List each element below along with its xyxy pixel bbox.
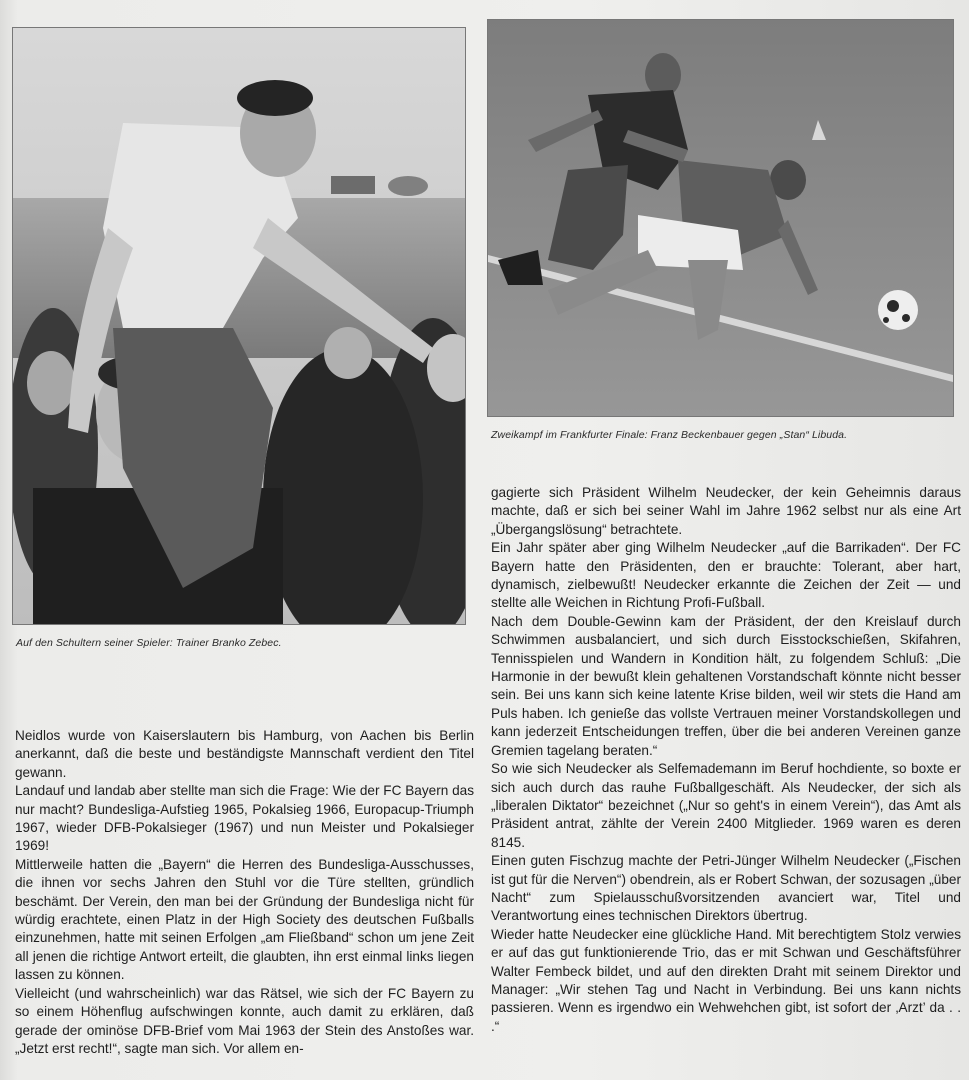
paragraph: So wie sich Neudecker als Selfemademann im Beruf hochdiente, so boxte er sich auch durch das rauhe Fußballgeschäft. Als Neudecker, der sich als „liberalen Diktator“ bezeichnet („Nur so geht's in einem Verein“), das Amt als Präsident antrat, zählte der Verein 2400 Mitglieder. 1969 waren es deren 8145. <box>491 761 961 850</box>
photo-duel-illustration <box>488 20 953 416</box>
paragraph: gagierte sich Präsident Wilhelm Neudecker, der kein Geheimnis daraus machte, daß er sich bei seiner Wahl im Jahre 1962 selbst nur als eine Art „Übergangslösung“ betrachtete. <box>491 485 961 537</box>
paragraph: Mittlerweile hatten die „Bayern“ die Herren des Bundesliga-Ausschusses, die ihnen vor sechs Jahren den Stuhl vor die Türe stellten, gründlich beschämt. Der Verein, den man bei der Gründung der Bundesliga nicht für würdig erachtete, einen Platz in der High Society des deutschen Fußballs einzunehmen, hatte mit seinen Erfolgen „am Fließband“ schon um jene Zeit all jenen die richtige Antwort erteilt, die glaubten, ihn erst einmal links liegen lassen zu können. <box>15 856 474 983</box>
text-column-left <box>15 727 474 1058</box>
photo-duel-frankfurt-final <box>487 19 954 417</box>
paragraph: Einen guten Fischzug machte der Petri-Jünger Wilhelm Neudecker („Fischen ist gut für die Nerven“) obendrein, als er Robert Schwan, der sozusagen „über Nacht“ zum Spielausschußvorsitzenden avanciert war, Titel und Verantwortung eines technischen Direktors übertrug. <box>491 853 961 924</box>
paragraph: Landauf und landab aber stellte man sich die Frage: Wie der FC Bayern das nur macht? Bundesliga-Aufstieg 1965, Pokalsieg 1966, Europacup-Triumph 1967, wieder DFB-Pokalsieger (1967) und nun Meister und Pokalsieger 1969! <box>15 783 474 854</box>
paragraph: Vielleicht (und wahrscheinlich) war das Rätsel, wie sich der FC Bayern zu so einem Höhenflug aufschwingen konnte, auch damit zu erklären, daß gerade der ominöse DFB-Brief vom Mai 1963 der Stein des Anstoßes war. „Jetzt erst recht!“, sagte man sich. Vor allem en- <box>15 985 474 1056</box>
photo-trainer-illustration <box>13 28 465 624</box>
photo-trainer-on-shoulders <box>12 27 466 625</box>
paragraph: Wieder hatte Neudecker eine glückliche Hand. Mit berechtigtem Stolz verwies er auf das gut funktionierende Trio, das er mit Schwan und Geschäftsführer Walter Fembeck bildet, und auf den direkten Draht mit seinem Direktor und Manager: „Wir stehen Tag und Nacht in Verbindung. Bei uns kann nichts passieren. Wenn es irgendwo ein Wehwehchen gibt, ist sofort der ‚Arzt’ da . . .“ <box>491 926 961 1034</box>
paragraph: Ein Jahr später aber ging Wilhelm Neudecker „auf die Barrikaden“. Der FC Bayern hatte den Präsidenten, den er brauchte: Tolerant, aber hart, dynamisch, zielbewußt! Neudecker erkannte die Zeichen der Zeit — und stellte alle Weichen in Richtung Profi-Fußball. <box>491 540 961 611</box>
paragraph: Neidlos wurde von Kaiserslautern bis Hamburg, von Aachen bis Berlin anerkannt, daß die beste und beständigste Mannschaft verdient den Titel gewann. <box>15 728 474 780</box>
photo-caption-trainer: Auf den Schultern seiner Spieler: Trainer Branko Zebec. <box>16 637 282 649</box>
text-column-right <box>491 484 961 1036</box>
paragraph: Nach dem Double-Gewinn kam der Präsident, der den Kreislauf durch Schwimmen ausbalanciert, und sich durch Eisstockschießen, Skifahren, Tennisspielen und Wandern in Kondition hält, zu folgendem Schluß: „Die Harmonie in der bewußt klein gehaltenen Vorstandschaft könnte nicht besser sein. Bei uns kann sich keine latente Krise bilden, weil wir stets die Hand am Puls haben. Ich genieße das vollste Vertrauen meiner Vorstandskollegen und kann jederzeit Entscheidungen treffen, über die bei anderen Vereinen ganze Gremien tagelang beraten.“ <box>491 613 961 758</box>
photo-caption-duel: Zweikampf im Frankfurter Finale: Franz Beckenbauer gegen „Stan“ Libuda. <box>491 429 848 441</box>
